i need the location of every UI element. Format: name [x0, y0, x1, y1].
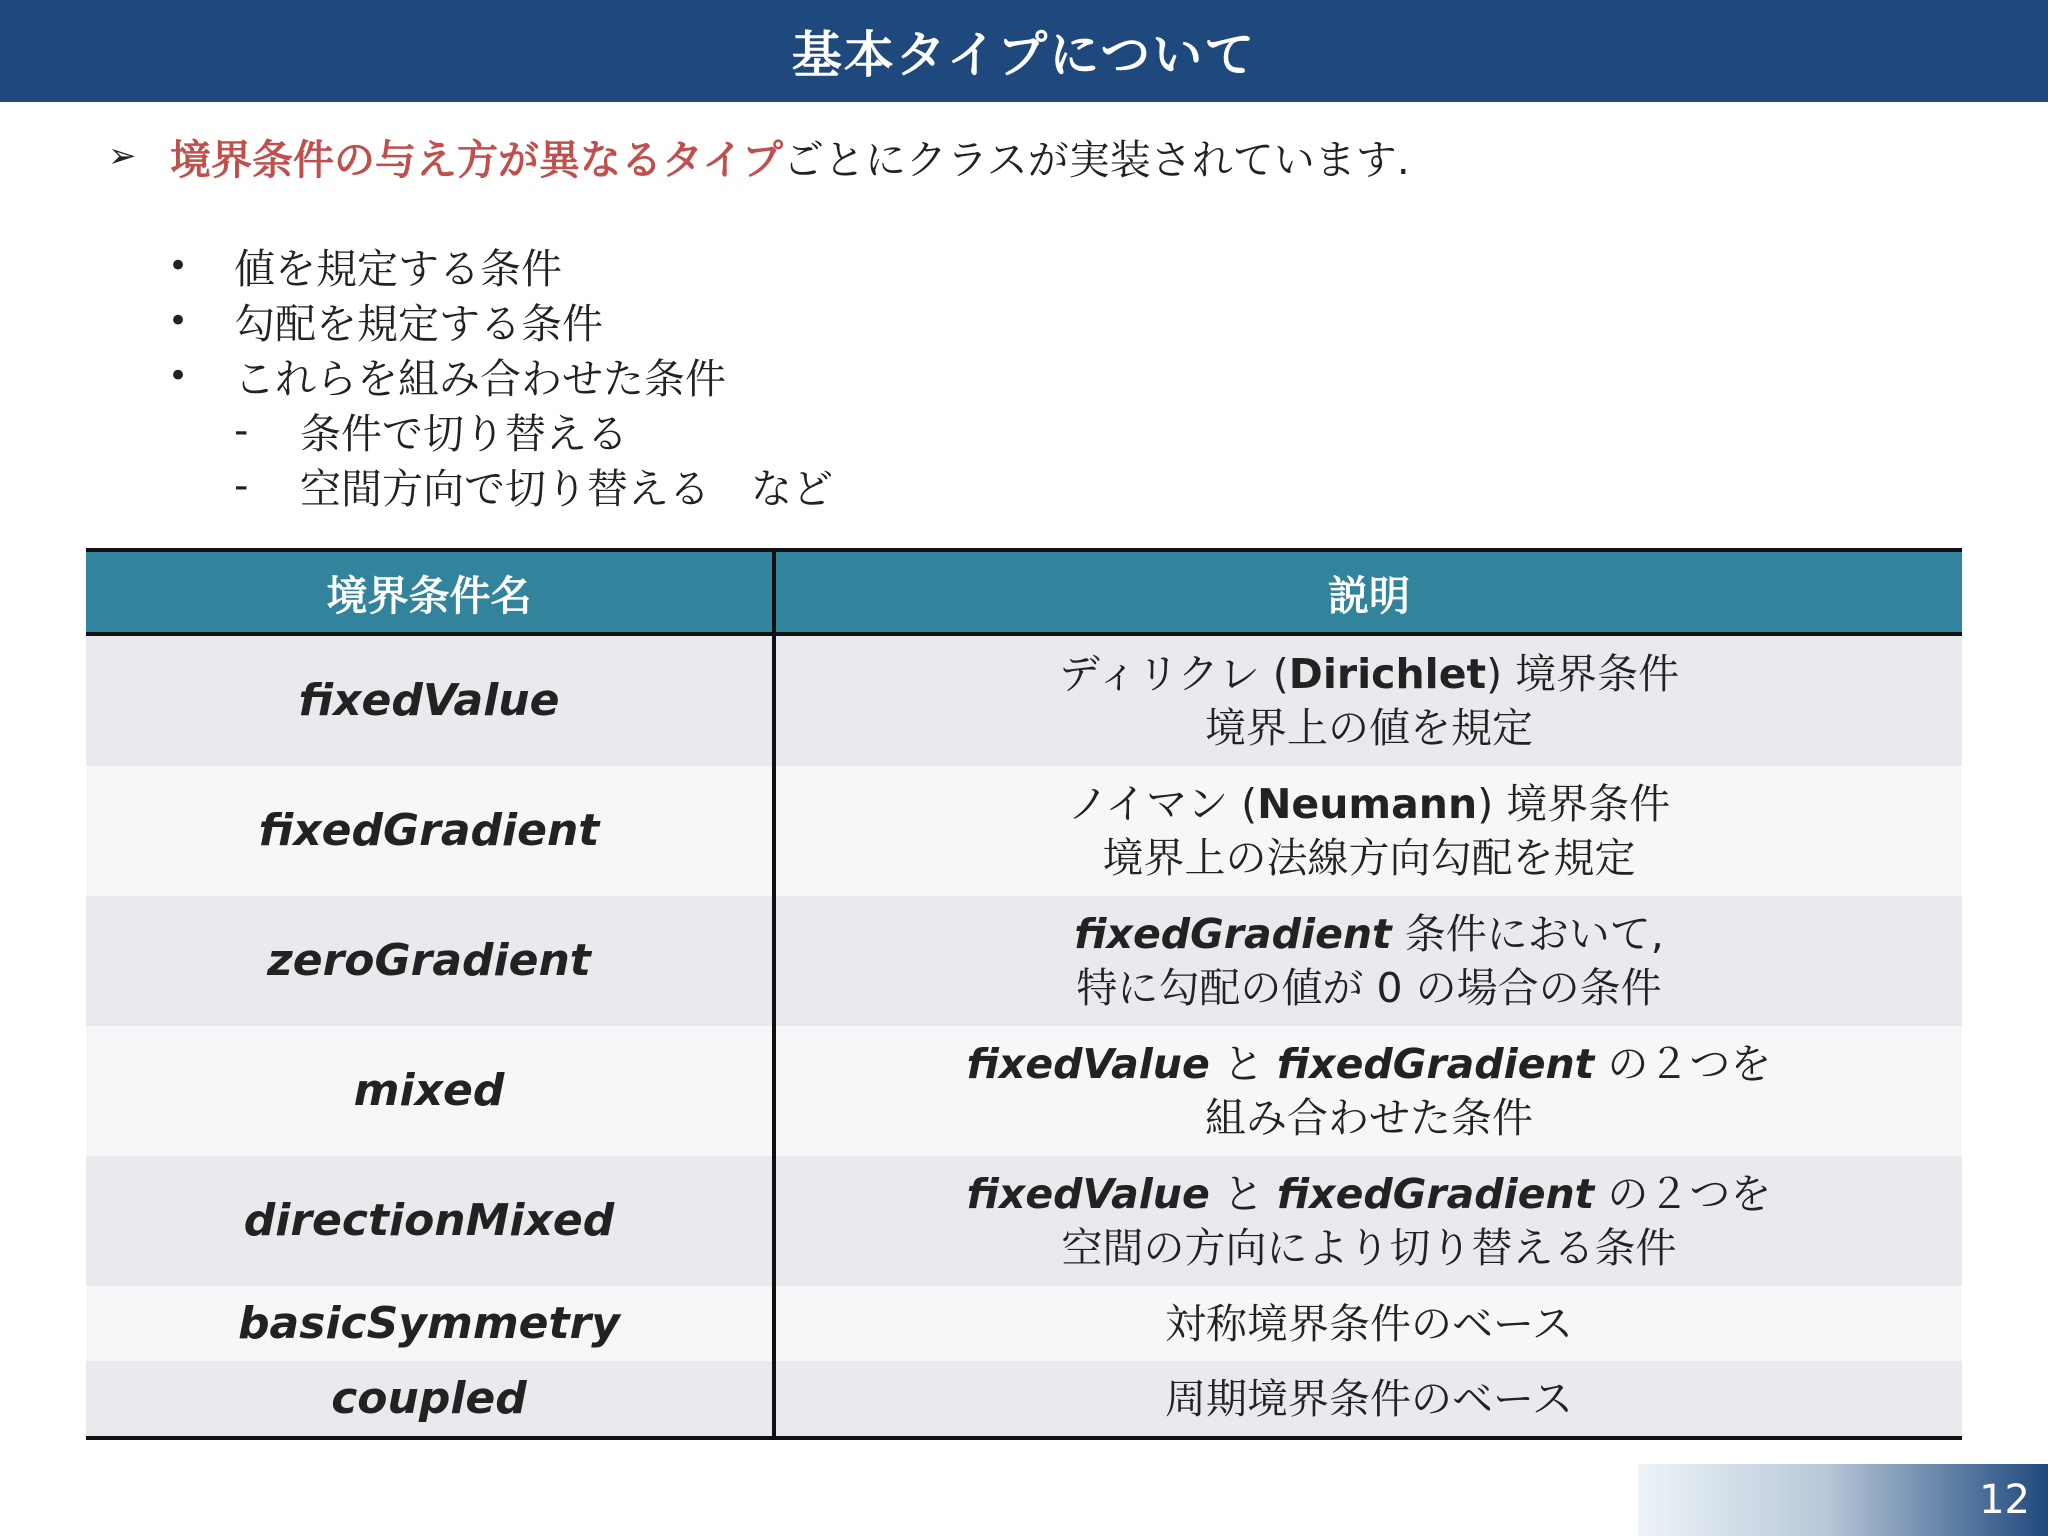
- sub-bullet-text: 条件で切り替える: [300, 410, 628, 458]
- dash-icon: -: [234, 407, 249, 454]
- sub-bullet-text: 空間方向で切り替える など: [300, 465, 833, 513]
- condition-description: ノイマン (Neumann) 境界条件 境界上の法線方向勾配を規定: [774, 766, 1962, 896]
- table-row: [86, 1286, 1962, 1361]
- bullet-text: 勾配を規定する条件: [234, 300, 603, 348]
- bullet-text: 値を規定する条件: [234, 245, 562, 293]
- condition-name: mixed: [86, 1026, 774, 1156]
- table-row: [86, 766, 1962, 896]
- lead-statement: [108, 126, 1410, 186]
- bullet-list: [168, 238, 833, 513]
- header-condition-name: 境界条件名: [86, 550, 774, 634]
- table-row: [86, 1156, 1962, 1286]
- condition-name: fixedGradient: [86, 766, 774, 896]
- bullet-item: [168, 238, 833, 293]
- table-row: [86, 1361, 1962, 1438]
- bullet-item: [168, 348, 833, 403]
- condition-name: basicSymmetry: [86, 1286, 774, 1361]
- condition-name: directionMixed: [86, 1156, 774, 1286]
- condition-description: ディリクレ (Dirichlet) 境界条件 境界上の値を規定: [774, 634, 1962, 766]
- condition-description: fixedValue と fixedGradient の２つを 空間の方向により切り替える条件: [774, 1156, 1962, 1286]
- page-number: 12: [1638, 1464, 2048, 1536]
- bullet-dot-icon: •: [168, 300, 189, 341]
- lead-highlight: 境界条件の与え方が異なるタイプ: [170, 135, 783, 184]
- dash-icon: -: [234, 462, 249, 509]
- bullet-item: [168, 293, 833, 348]
- condition-description: 対称境界条件のベース: [774, 1286, 1962, 1361]
- table-header-row: [86, 550, 1962, 634]
- boundary-condition-table: [86, 548, 1962, 1440]
- bullet-text: これらを組み合わせた条件: [234, 355, 726, 403]
- lead-text: ごとにクラスが実装されています.: [782, 135, 1410, 184]
- condition-description: fixedValue と fixedGradient の２つを 組み合わせた条件: [774, 1026, 1962, 1156]
- slide-title: 基本タイプについて: [0, 0, 2048, 102]
- header-description: 説明: [774, 550, 1962, 634]
- sub-bullet-item: [168, 403, 833, 458]
- condition-description: 周期境界条件のベース: [774, 1361, 1962, 1438]
- table-row: [86, 634, 1962, 766]
- bullet-dot-icon: •: [168, 245, 189, 286]
- bullet-dot-icon: •: [168, 355, 189, 396]
- condition-name: fixedValue: [86, 634, 774, 766]
- table-row: [86, 896, 1962, 1026]
- condition-name: coupled: [86, 1361, 774, 1438]
- condition-name: zeroGradient: [86, 896, 774, 1026]
- table-row: [86, 1026, 1962, 1156]
- arrow-bullet-icon: ➢: [108, 136, 137, 176]
- sub-bullet-item: [168, 458, 833, 513]
- condition-description: fixedGradient 条件において, 特に勾配の値が 0 の場合の条件: [774, 896, 1962, 1026]
